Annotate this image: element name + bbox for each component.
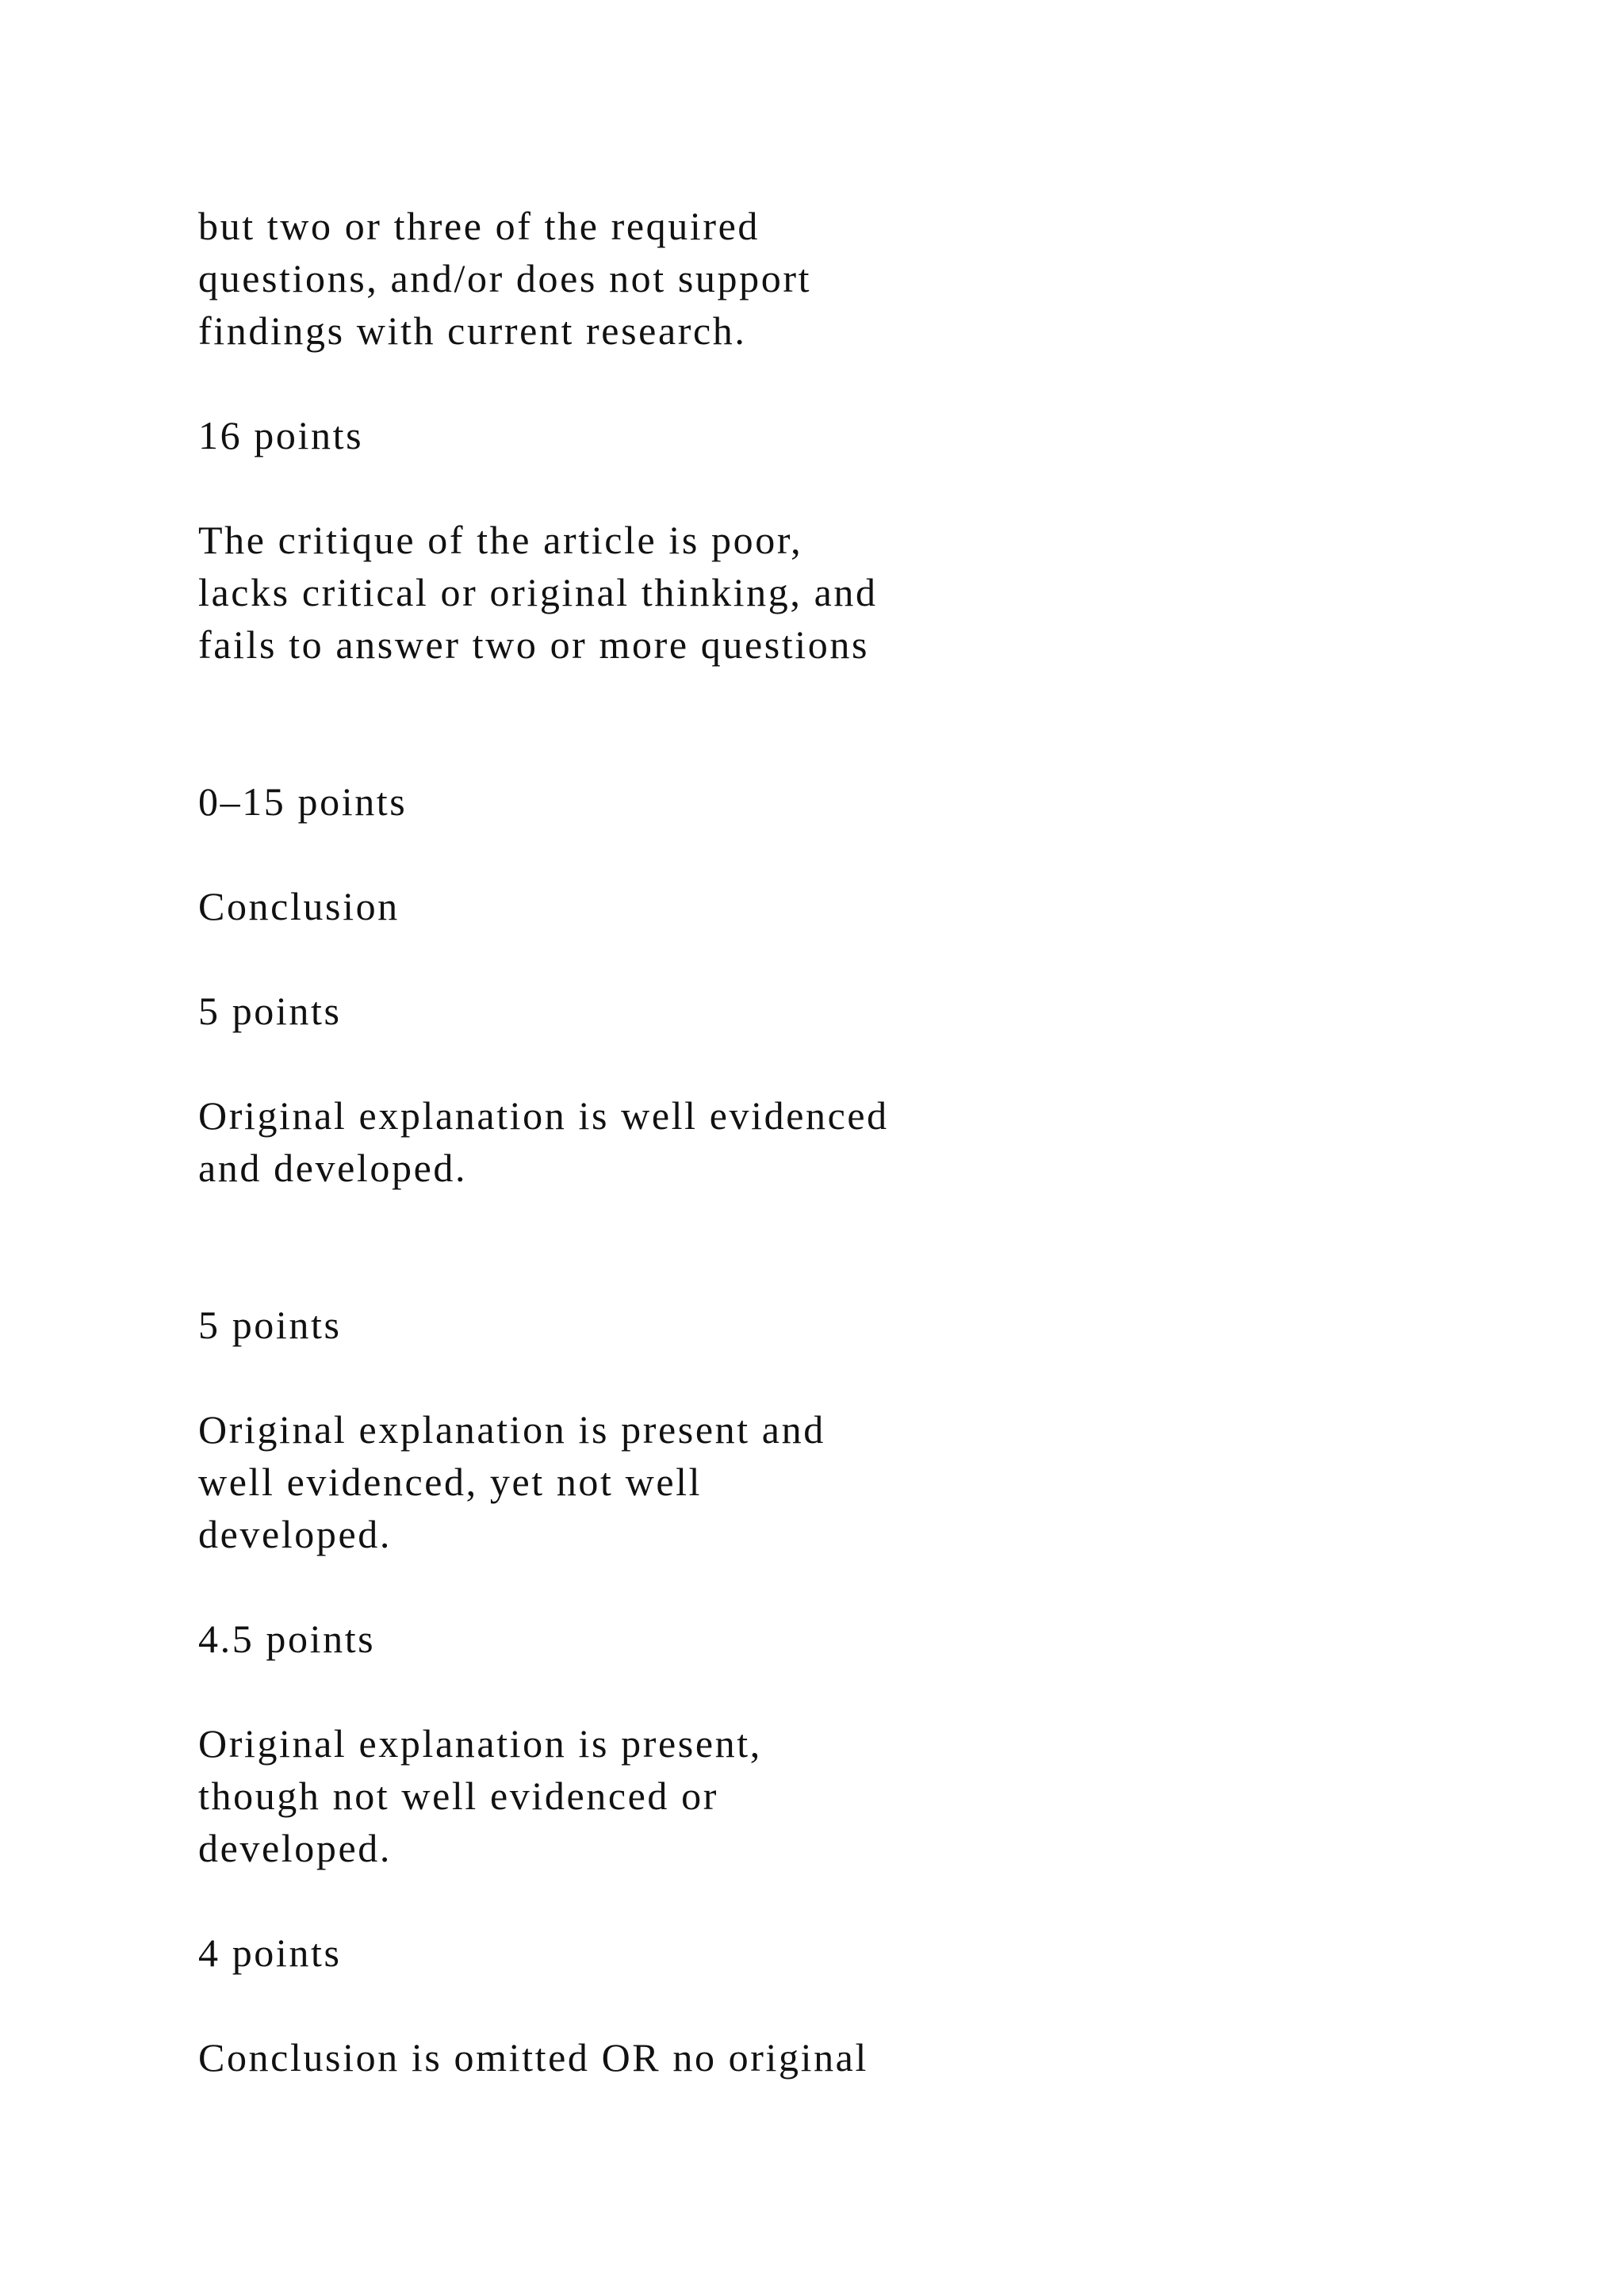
text-line: and developed. (198, 1146, 468, 1190)
text-line: but two or three of the required (198, 204, 760, 248)
text-line: developed. (198, 1512, 392, 1556)
points-label: 4 points (198, 1931, 342, 1975)
points-label: 5 points (198, 1303, 342, 1347)
text-line: Original explanation is present, (198, 1721, 762, 1766)
text-line: developed. (198, 1826, 392, 1870)
points-label: 16 points (198, 413, 364, 457)
text-line: Original explanation is present and (198, 1407, 825, 1452)
text-line: well evidenced, yet not well (198, 1460, 703, 1504)
text-line: findings with current research. (198, 308, 747, 353)
text-line: questions, and/or does not support (198, 256, 812, 300)
points-label: 5 points (198, 989, 342, 1033)
section-heading: Conclusion (198, 884, 400, 928)
text-line: lacks critical or original thinking, and (198, 570, 878, 614)
points-label: 0–15 points (198, 779, 408, 824)
text-line: Conclusion is omitted OR no original (198, 2035, 868, 2080)
text-line: fails to answer two or more questions (198, 622, 870, 667)
text-line: Original explanation is well evidenced (198, 1093, 889, 1138)
points-label: 4.5 points (198, 1617, 376, 1661)
text-line: though not well evidenced or (198, 1774, 718, 1818)
text-line: The critique of the article is poor, (198, 518, 803, 562)
